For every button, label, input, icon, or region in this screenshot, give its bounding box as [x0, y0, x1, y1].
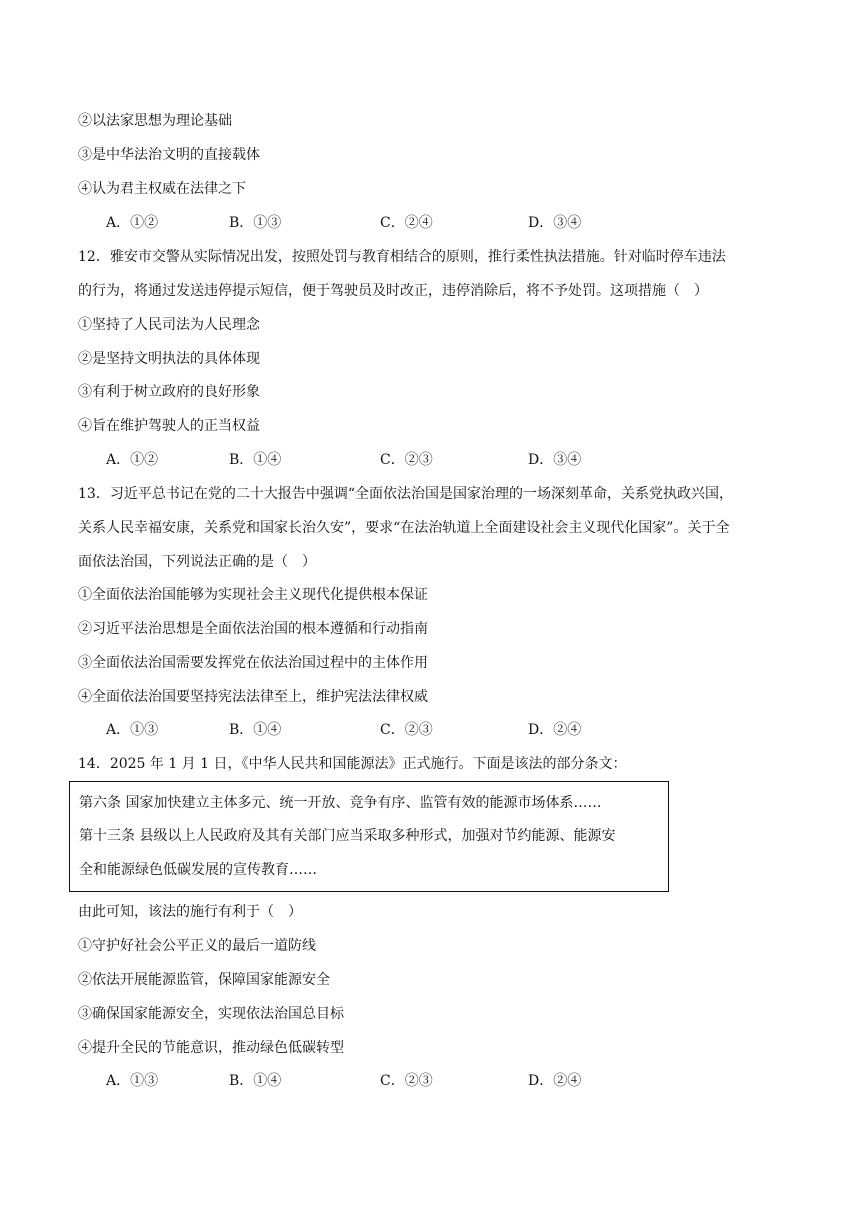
q14-item-1: ①守护好社会公平正义的最后一道防线 [78, 938, 316, 954]
q12-options [106, 450, 706, 470]
q12-option-c: C．②③ [380, 452, 433, 468]
q12-item-1: ①坚持了人民司法为人民理念 [78, 317, 260, 333]
q14-item-4: ④提升全民的节能意识，推动绿色低碳转型 [78, 1040, 344, 1056]
law-excerpt-line-2: 第十三条 县级以上人民政府及其有关部门应当采取多种形式，加强对节约能源、能源安 [79, 828, 616, 844]
q13-item-3: ③全面依法治国需要发挥党在依法治国过程中的主体作用 [78, 655, 428, 671]
q14-stem: 14．2025 年 1 月 1 日，《中华人民共和国能源法》正式施行。下面是该法的部分条文： [78, 756, 627, 772]
q13-option-c: C．②③ [380, 722, 433, 738]
q14-option-c: C．②③ [380, 1073, 433, 1089]
q11-item-2: ②以法家思想为理论基础 [78, 113, 232, 129]
q13-item-4: ④全面依法治国要坚持宪法法律至上，维护宪法法律权威 [78, 689, 428, 705]
q13-option-d: D．②④ [528, 722, 582, 738]
q12-item-2: ②是坚持文明执法的具体体现 [78, 351, 260, 367]
q12-option-b: B．①④ [229, 452, 282, 468]
law-excerpt-box [69, 781, 669, 892]
q12-item-3: ③有利于树立政府的良好形象 [78, 384, 260, 400]
q11-option-a: A．①② [106, 215, 159, 231]
q11-options [106, 213, 706, 233]
q12-item-4: ④旨在维护驾驶人的正当权益 [78, 418, 260, 434]
q13-item-1: ①全面依法治国能够为实现社会主义现代化提供根本保证 [78, 587, 428, 603]
q13-stem-line-2: 关系人民幸福安康，关系党和国家长治久安”，要求“在法治轨道上全面建设社会主义现代化国家”。关于全 [78, 520, 730, 536]
q11-option-b: B．①③ [229, 215, 282, 231]
q14-item-3: ③确保国家能源安全，实现依法治国总目标 [78, 1006, 344, 1022]
q13-stem-line-3: 面依法治国，下列说法正确的是（ ） [78, 554, 316, 570]
q13-option-b: B．①④ [229, 722, 282, 738]
q13-option-a: A．①③ [106, 722, 159, 738]
q14-option-d: D．②④ [528, 1073, 582, 1089]
q14-option-a: A．①③ [106, 1073, 159, 1089]
q11-item-3: ③是中华法治文明的直接载体 [78, 147, 260, 163]
q11-option-d: D．③④ [528, 215, 582, 231]
q13-item-2: ②习近平法治思想是全面依法治国的根本遵循和行动指南 [78, 621, 428, 637]
q14-options [106, 1071, 706, 1091]
q12-option-a: A．①② [106, 452, 159, 468]
law-excerpt-line-1: 第六条 国家加快建立主体多元、统一开放、竞争有序、监管有效的能源市场体系…… [79, 795, 602, 811]
q11-option-c: C．②④ [380, 215, 433, 231]
q11-item-4: ④认为君主权威在法律之下 [78, 181, 246, 197]
q13-options [106, 720, 706, 740]
q14-option-b: B．①④ [229, 1073, 282, 1089]
q14-question: 由此可知，该法的施行有利于（ ） [78, 904, 302, 920]
q14-item-2: ②依法开展能源监管，保障国家能源安全 [78, 972, 330, 988]
law-excerpt-line-3: 全和能源绿色低碳发展的宣传教育…… [79, 862, 317, 878]
q12-stem-line-2: 的行为，将通过发送违停提示短信，便于驾驶员及时改正，违停消除后，将不予处罚。这项措施（ ） [78, 283, 708, 299]
q12-stem-line-1: 12．雅安市交警从实际情况出发，按照处罚与教育相结合的原则，推行柔性执法措施。针对临时停车违法 [78, 249, 726, 265]
q12-option-d: D．③④ [528, 452, 582, 468]
q13-stem-line-1: 13．习近平总书记在党的二十大报告中强调“全面依法治国是国家治理的一场深刻革命，关系党执政兴国， [78, 486, 733, 502]
